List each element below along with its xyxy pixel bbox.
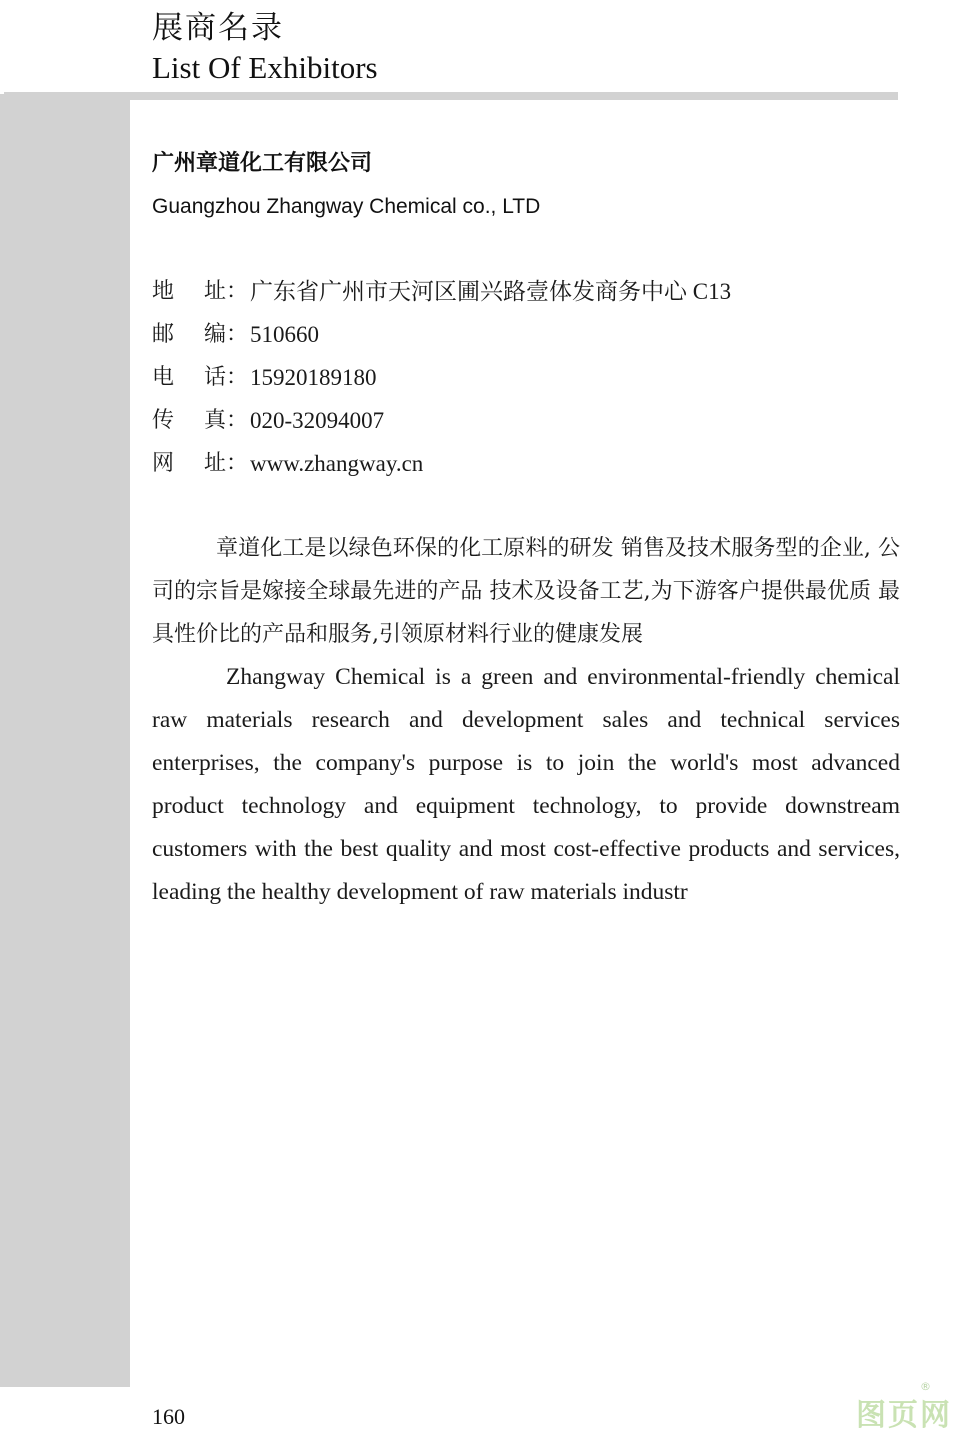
info-row-postcode: 邮 编 ： 510660 — [152, 313, 902, 356]
watermark-logo: 图页网 — [856, 1398, 952, 1433]
info-label: 邮 编 — [152, 322, 226, 347]
left-side-band — [0, 94, 130, 1387]
website-value: www.zhangway.cn — [250, 451, 424, 476]
description-zh: 章道化工是以绿色环保的化工原料的研发 销售及技术服务型的企业, 公司的宗旨是嫁接全球最先进的产品 技术及设备工艺,为下游客户提供最优质 最具性价比的产品和服务,引领原材料行业的健康发展 — [152, 536, 900, 647]
info-row-phone: 电 话 ： 15920189180 — [152, 356, 902, 399]
postcode-value: 510660 — [250, 322, 319, 347]
exhibitor-entry — [152, 140, 902, 914]
company-name-en: Guangzhou Zhangway Chemical co., LTD — [152, 195, 541, 218]
fax-value: 020-32094007 — [250, 408, 385, 433]
info-label: 地 址 — [152, 279, 226, 304]
info-row-website: 网 址 ： www.zhangway.cn — [152, 442, 902, 485]
phone-value: 15920189180 — [250, 365, 377, 390]
header-title-zh: 展商名录 — [152, 10, 284, 46]
registered-mark: ® — [920, 1380, 931, 1393]
info-label: 电 话 — [152, 365, 226, 390]
info-row-address: 地 址 ： 广东省广州市天河区圃兴路壹体发商务中心 C13 — [152, 270, 902, 313]
header-title-en: List Of Exhibitors — [152, 50, 378, 85]
page-number: 160 — [152, 1404, 185, 1429]
description-en: Zhangway Chemical is a green and environmental-friendly chemical raw materials research and development sales and technical services enterprises, the company's purpose is to join the world's most advanced product technology and equipment technology, to provide downstream customers with the best quality and most cost-effective products and services, leading the healthy development of raw materials industr — [152, 664, 900, 905]
page-header — [152, 6, 378, 86]
info-label: 网 址 — [152, 451, 226, 476]
company-name-zh: 广州章道化工有限公司 — [152, 151, 373, 176]
info-label: 传 真 — [152, 408, 226, 433]
contact-info — [152, 270, 902, 485]
address-value: 广东省广州市天河区圃兴路壹体发商务中心 C13 — [250, 279, 732, 304]
info-row-fax: 传 真 ： 020-32094007 — [152, 399, 902, 442]
top-divider-band — [4, 92, 898, 100]
